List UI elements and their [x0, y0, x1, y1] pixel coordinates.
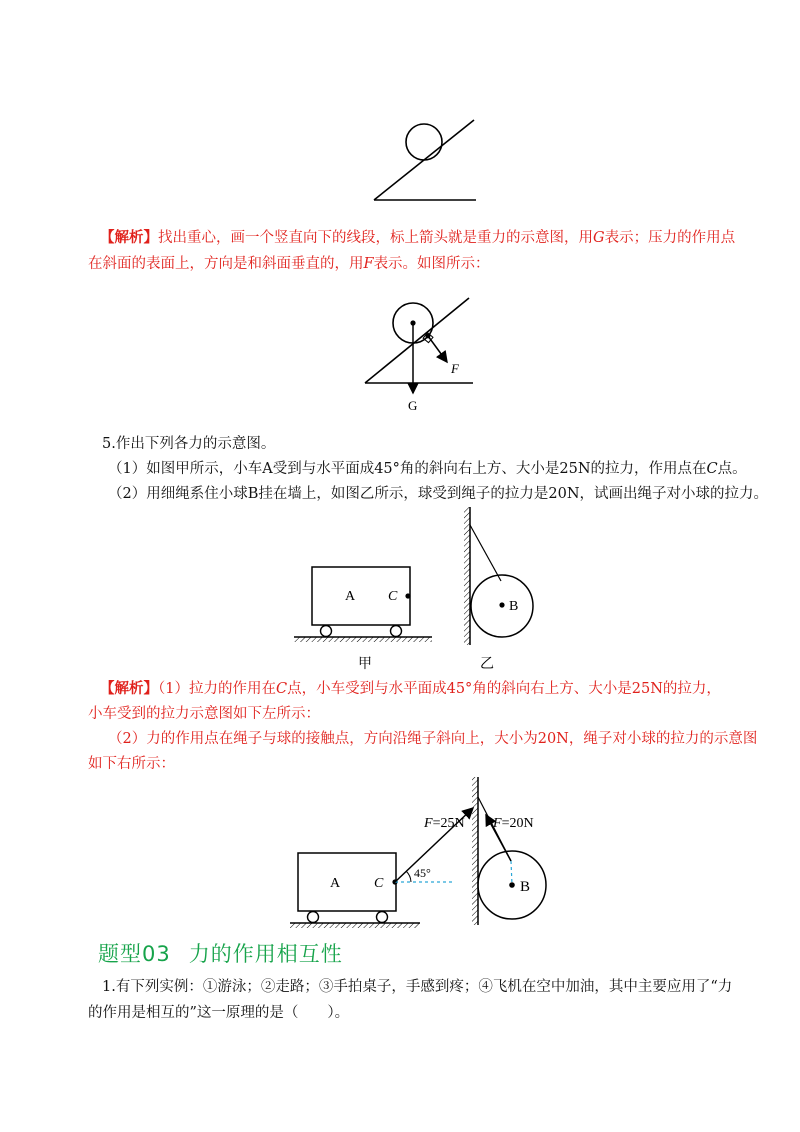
pressure-force-arrow	[428, 336, 447, 362]
q5-item-1: （1）如图甲所示，小车A受到与水平面成45°角的斜向右上方、大小是25N的拉力，作用点在C点。	[108, 461, 747, 477]
rope	[470, 525, 501, 581]
ball-center-dot	[499, 602, 504, 607]
q1-line-2: 的作用是相互的”这一原理的是（ ）。	[88, 1005, 350, 1021]
label-c: C	[388, 589, 398, 604]
figure-ball-on-incline	[360, 118, 490, 208]
label-c: C	[374, 876, 384, 891]
force-label-right: F=20N	[493, 816, 534, 831]
q1-line-1: 1.有下列实例：①游泳；②走路；③手拍桌子，手感到疼；④飞机在空中加油，其中主要应用了“力	[102, 979, 733, 995]
rope-extension	[511, 861, 512, 885]
angle-arc	[406, 871, 411, 882]
label-f: F	[451, 361, 459, 376]
q5-title: 5.作出下列各力的示意图。	[102, 436, 276, 452]
figure-cart-and-ball	[290, 505, 560, 675]
label-b: B	[509, 599, 519, 614]
cart-wheel-left	[321, 626, 332, 637]
caption-yi: 乙	[480, 657, 494, 672]
ball	[406, 124, 442, 160]
analysis-2-line-3: （2）力的作用点在绳子与球的接触点，方向沿绳子斜向上，大小为20N，绳子对小球的拉力的示意图	[108, 731, 758, 747]
ball-center-dot	[509, 882, 515, 888]
cart-wheel-right	[391, 626, 402, 637]
point-c-dot	[405, 593, 410, 598]
label-a: A	[330, 876, 341, 891]
analysis-2-line-2: 小车受到的拉力示意图如下左所示：	[88, 706, 320, 722]
wall-hatch	[472, 777, 478, 925]
figure-force-answers	[290, 775, 580, 935]
label-a: A	[345, 589, 356, 604]
cart-wheel-right	[377, 912, 388, 923]
analysis-2-line-4: 如下右所示：	[88, 756, 175, 772]
figure-incline-forces	[355, 290, 485, 415]
force-label-left: F=25N	[424, 816, 465, 831]
label-g: G	[408, 398, 418, 413]
floor-hatch	[290, 923, 420, 928]
analysis-2-line-1: 【解析】（1）拉力的作用在C点，小车受到与水平面成45°角的斜向右上方、大小是25N的拉力，	[100, 680, 721, 697]
label-b: B	[520, 879, 531, 895]
cart-wheel-left	[308, 912, 319, 923]
section-heading	[98, 938, 361, 968]
section-title: 力的作用相互性	[188, 942, 343, 966]
analysis-1-line-2: 在斜面的表面上，方向是和斜面垂直的，用F表示。如图所示：	[88, 256, 490, 272]
angle-label: 45°	[414, 866, 431, 880]
analysis-1-line-1: 【解析】找出重心，画一个竖直向下的线段，标上箭头就是重力的示意图，用G表示；压力的作用点	[100, 229, 736, 246]
q5-item-2: （2）用细绳系住小球B挂在墙上，如图乙所示，球受到绳子的拉力是20N，试画出绳子对小球的拉力。	[108, 486, 769, 502]
section-number: 题型03	[98, 942, 171, 966]
floor-hatch	[294, 637, 432, 642]
wall-hatch	[464, 507, 470, 645]
caption-jia: 甲	[358, 657, 372, 672]
